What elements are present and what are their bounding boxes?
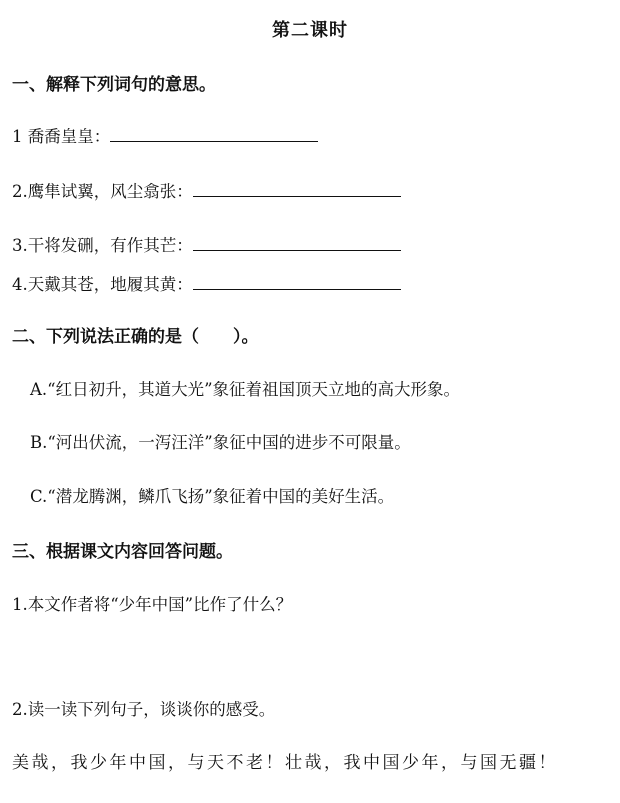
answer-blank-3[interactable]	[193, 234, 401, 251]
page-title: 第二课时	[272, 20, 348, 41]
section-3-heading: 三、根据课文内容回答问题。	[12, 542, 233, 562]
option-c[interactable]: C.“潜龙腾渊，鳞爪飞扬”象征着中国的美好生活。	[30, 487, 395, 506]
option-b[interactable]: B.“河出伏流，一泻汪洋”象征中国的进步不可限量。	[30, 433, 411, 452]
question-1-row	[12, 123, 318, 147]
question-4-row	[12, 271, 401, 295]
question-2-text: 2.鹰隼试翼，风尘翕张：	[12, 182, 193, 201]
question-4-text: 4.天戴其苍，地履其黄：	[12, 275, 193, 294]
answer-blank-1[interactable]	[110, 125, 318, 142]
question-1-text: 1 喬喬皇皇：	[12, 127, 111, 146]
answer-blank-4[interactable]	[193, 273, 401, 290]
question-3-text: 3.干将发硎，有作其芒：	[12, 236, 193, 255]
section-2-heading: 二、下列说法正确的是（ ）。	[12, 327, 259, 347]
question-3-1: 1.本文作者将“少年中国”比作了什么？	[12, 595, 293, 614]
question-2-row	[12, 178, 401, 202]
question-3-2: 2.读一读下列句子，谈谈你的感受。	[12, 700, 276, 719]
question-3-row	[12, 232, 401, 256]
section-1-heading: 一、解释下列词句的意思。	[12, 75, 216, 95]
quoted-sentence: 美哉，我少年中国，与天不老！壮哉，我中国少年，与国无疆！	[12, 753, 558, 773]
option-a[interactable]: A.“红日初升，其道大光”象征着祖国顶天立地的高大形象。	[30, 380, 461, 399]
answer-blank-2[interactable]	[193, 180, 401, 197]
